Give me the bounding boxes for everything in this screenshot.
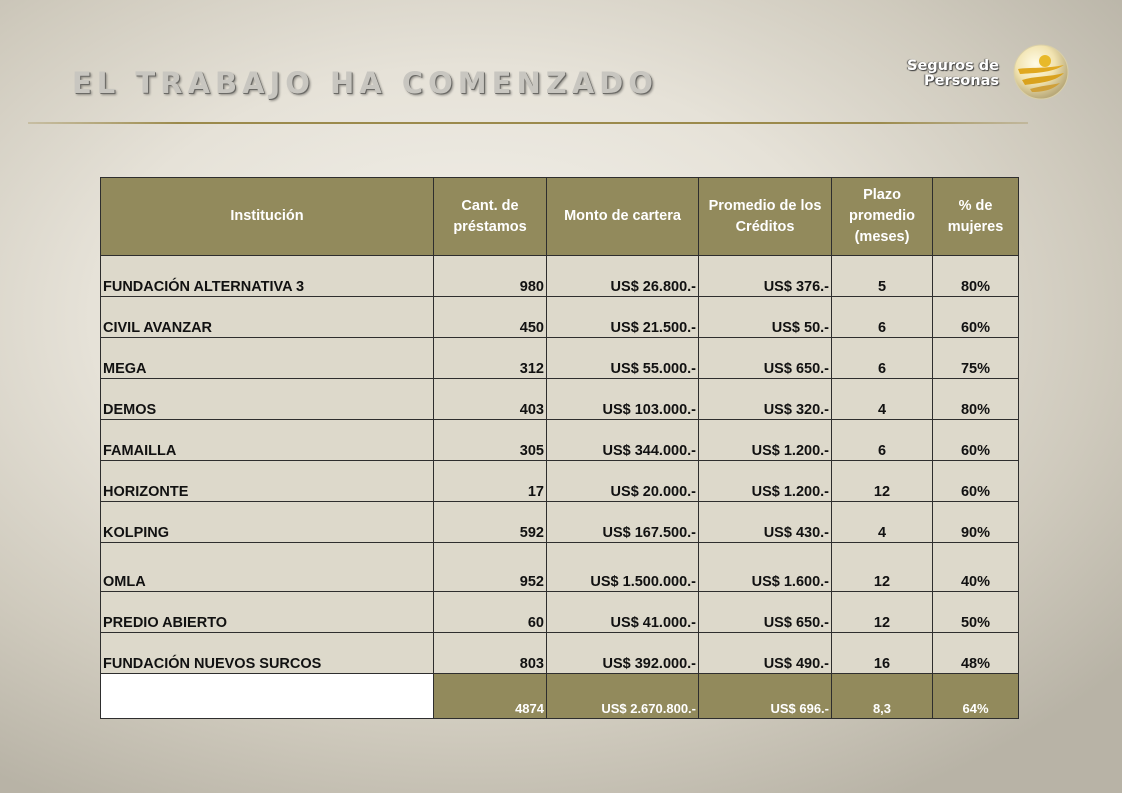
cell-cantidad: 60: [434, 592, 547, 633]
column-header-institucion: Institución: [101, 178, 434, 256]
table-row: [101, 633, 1019, 674]
cell-institucion: MEGA: [101, 338, 434, 379]
cell-promedio: US$ 430.-: [699, 502, 832, 543]
cell-plazo: 16: [832, 633, 933, 674]
cell-institucion: OMLA: [101, 543, 434, 592]
cell-plazo: 6: [832, 297, 933, 338]
cell-institucion: FUNDACIÓN ALTERNATIVA 3: [101, 256, 434, 297]
cell-mujeres: 60%: [933, 297, 1019, 338]
cell-mujeres: 80%: [933, 379, 1019, 420]
brand-line-1: Seguros de: [907, 58, 999, 74]
column-header-promedio: Promedio de los Créditos: [699, 178, 832, 256]
cell-promedio: US$ 376.-: [699, 256, 832, 297]
cell-promedio: US$ 1.600.-: [699, 543, 832, 592]
institutions-table: [100, 177, 1019, 719]
globe-swoosh-icon: [1012, 43, 1070, 101]
table-row: [101, 297, 1019, 338]
cell-promedio: US$ 490.-: [699, 633, 832, 674]
cell-monto: US$ 26.800.-: [547, 256, 699, 297]
table-row: [101, 379, 1019, 420]
brand-line-2: Personas: [924, 73, 999, 89]
cell-monto: US$ 41.000.-: [547, 592, 699, 633]
table-header-row: [101, 178, 1019, 256]
cell-plazo: 5: [832, 256, 933, 297]
cell-monto: US$ 21.500.-: [547, 297, 699, 338]
cell-mujeres: 60%: [933, 461, 1019, 502]
cell-institucion: HORIZONTE: [101, 461, 434, 502]
total-plazo: 8,3: [832, 674, 933, 719]
cell-cantidad: 803: [434, 633, 547, 674]
cell-institucion: CIVIL AVANZAR: [101, 297, 434, 338]
cell-cantidad: 952: [434, 543, 547, 592]
table-row: [101, 256, 1019, 297]
table-row: [101, 420, 1019, 461]
page-title: EL TRABAJO HA COMENZADO: [72, 66, 658, 100]
cell-mujeres: 50%: [933, 592, 1019, 633]
cell-institucion: PREDIO ABIERTO: [101, 592, 434, 633]
cell-monto: US$ 55.000.-: [547, 338, 699, 379]
cell-mujeres: 48%: [933, 633, 1019, 674]
column-header-monto: Monto de cartera: [547, 178, 699, 256]
cell-mujeres: 40%: [933, 543, 1019, 592]
total-blank-cell: [101, 674, 434, 719]
cell-monto: US$ 103.000.-: [547, 379, 699, 420]
brand-name: [907, 59, 999, 89]
cell-monto: US$ 344.000.-: [547, 420, 699, 461]
table-row: [101, 461, 1019, 502]
cell-cantidad: 450: [434, 297, 547, 338]
table-total-row: [101, 674, 1019, 719]
table-row: [101, 338, 1019, 379]
table-row: [101, 502, 1019, 543]
cell-promedio: US$ 1.200.-: [699, 461, 832, 502]
table-row: [101, 543, 1019, 592]
cell-mujeres: 60%: [933, 420, 1019, 461]
cell-promedio: US$ 1.200.-: [699, 420, 832, 461]
cell-mujeres: 75%: [933, 338, 1019, 379]
cell-monto: US$ 167.500.-: [547, 502, 699, 543]
cell-plazo: 6: [832, 338, 933, 379]
cell-cantidad: 312: [434, 338, 547, 379]
cell-mujeres: 80%: [933, 256, 1019, 297]
cell-plazo: 6: [832, 420, 933, 461]
cell-promedio: US$ 320.-: [699, 379, 832, 420]
total-mujeres: 64%: [933, 674, 1019, 719]
cell-monto: US$ 1.500.000.-: [547, 543, 699, 592]
cell-institucion: FAMAILLA: [101, 420, 434, 461]
total-monto: US$ 2.670.800.-: [547, 674, 699, 719]
cell-institucion: DEMOS: [101, 379, 434, 420]
cell-plazo: 4: [832, 379, 933, 420]
cell-monto: US$ 392.000.-: [547, 633, 699, 674]
cell-institucion: FUNDACIÓN NUEVOS SURCOS: [101, 633, 434, 674]
cell-institucion: KOLPING: [101, 502, 434, 543]
cell-cantidad: 592: [434, 502, 547, 543]
header-divider: [28, 122, 1028, 124]
column-header-plazo: Plazo promedio (meses): [832, 178, 933, 256]
cell-promedio: US$ 50.-: [699, 297, 832, 338]
cell-cantidad: 403: [434, 379, 547, 420]
cell-promedio: US$ 650.-: [699, 338, 832, 379]
column-header-cantidad: Cant. de préstamos: [434, 178, 547, 256]
cell-plazo: 12: [832, 543, 933, 592]
cell-cantidad: 305: [434, 420, 547, 461]
table-row: [101, 592, 1019, 633]
cell-monto: US$ 20.000.-: [547, 461, 699, 502]
cell-cantidad: 980: [434, 256, 547, 297]
cell-plazo: 12: [832, 461, 933, 502]
total-promedio: US$ 696.-: [699, 674, 832, 719]
cell-mujeres: 90%: [933, 502, 1019, 543]
cell-promedio: US$ 650.-: [699, 592, 832, 633]
column-header-mujeres: % de mujeres: [933, 178, 1019, 256]
cell-plazo: 4: [832, 502, 933, 543]
cell-cantidad: 17: [434, 461, 547, 502]
total-cantidad: 4874: [434, 674, 547, 719]
cell-plazo: 12: [832, 592, 933, 633]
